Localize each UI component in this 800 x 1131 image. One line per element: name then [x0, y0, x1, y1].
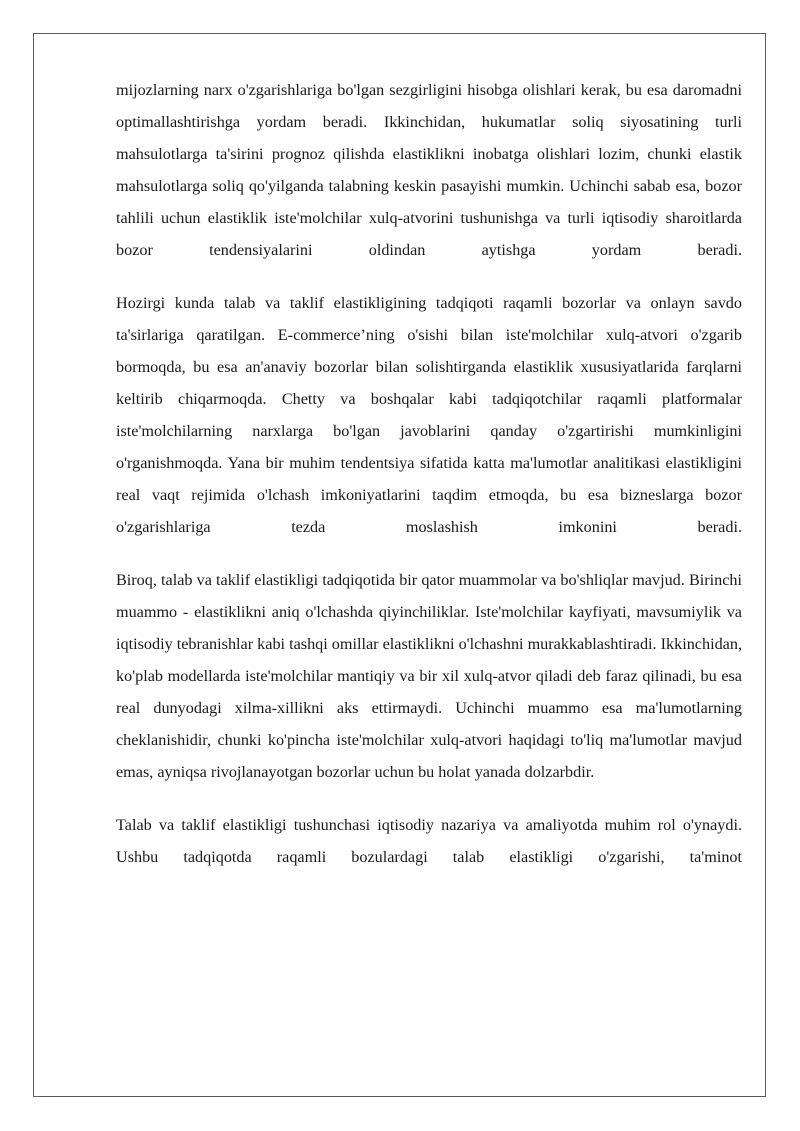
document-body: [116, 74, 742, 873]
paragraph-3: Biroq, talab va taklif elastikligi tadqiqotida bir qator muammolar va bo'shliqlar mavjud. Birinchi muammo - elastiklikni aniq o'lchashda qiyinchiliklar. Iste'molchilar kayfiyati, mavsumiylik va iqtisodiy tebranishlar kabi tashqi omillar elastiklikni o'lchashni murakkablashtiradi. Ikkinchidan, ko'plab modellarda iste'molchilar mantiqiy va bir xil xulq-atvor qiladi deb faraz qilinadi, bu esa real dunyodagi xilma-xillikni aks ettirmaydi. Uchinchi muammo esa ma'lumotlarning cheklanishidir, chunki ko'pincha iste'molchilar xulq-atvori haqidagi to'liq ma'lumotlar mavjud emas, ayniqsa rivojlanayotgan bozorlar uchun bu holat yanada dolzarbdir.: [116, 571, 743, 781]
paragraph-2: Hozirgi kunda talab va taklif elastikligining tadqiqoti raqamli bozorlar va onlayn savdo ta'sirlariga qaratilgan. E-commerce’ning o'sishi bilan iste'molchilar xulq-atvori o'zgarib bormoqda, bu esa an'anaviy bozorlar bilan solishtirganda elastiklik xususiyatlarida farqlarni keltirib chiqarmoqda. Chetty va boshqalar kabi tadqiqotchilar raqamli platformalar iste'molchilarning narxlarga bo'lgan javoblarini qanday o'zgartirishi mumkinligini o'rganishmoqda. Yana bir muhim tendentsiya sifatida katta ma'lumotlar analitikasi elastikligini real vaqt rejimida o'lchash imkoniyatlarini taqdim etmoqda, bu esa bizneslarga bozor o'zgarishlariga tezda moslashish imkonini beradi.: [116, 294, 742, 536]
paragraph-1: mijozlarning narx o'zgarishlariga bo'lgan sezgirligini hisobga olishlari kerak, bu esa daromadni optimallashtirishga yordam beradi. Ikkinchidan, hukumatlar soliq siyosatining turli mahsulotlarga ta'sirini prognoz qilishda elastiklikni inobatga olishlari lozim, chunki elastik mahsulotlarga soliq qo'yilganda talabning keskin pasayishi mumkin. Uchinchi sabab esa, bozor tahlili uchun elastiklik iste'molchilar xulq-atvorini tushunishga va turli iqtisodiy sharoitlarda bozor tendensiyalarini oldindan aytishga yordam beradi.: [116, 81, 742, 259]
paragraph-4: Talab va taklif elastikligi tushunchasi iqtisodiy nazariya va amaliyotda muhim rol o'ynaydi. Ushbu tadqiqotda raqamli bozulardagi talab elastikligi o'zgarishi, ta'minot: [116, 816, 742, 866]
